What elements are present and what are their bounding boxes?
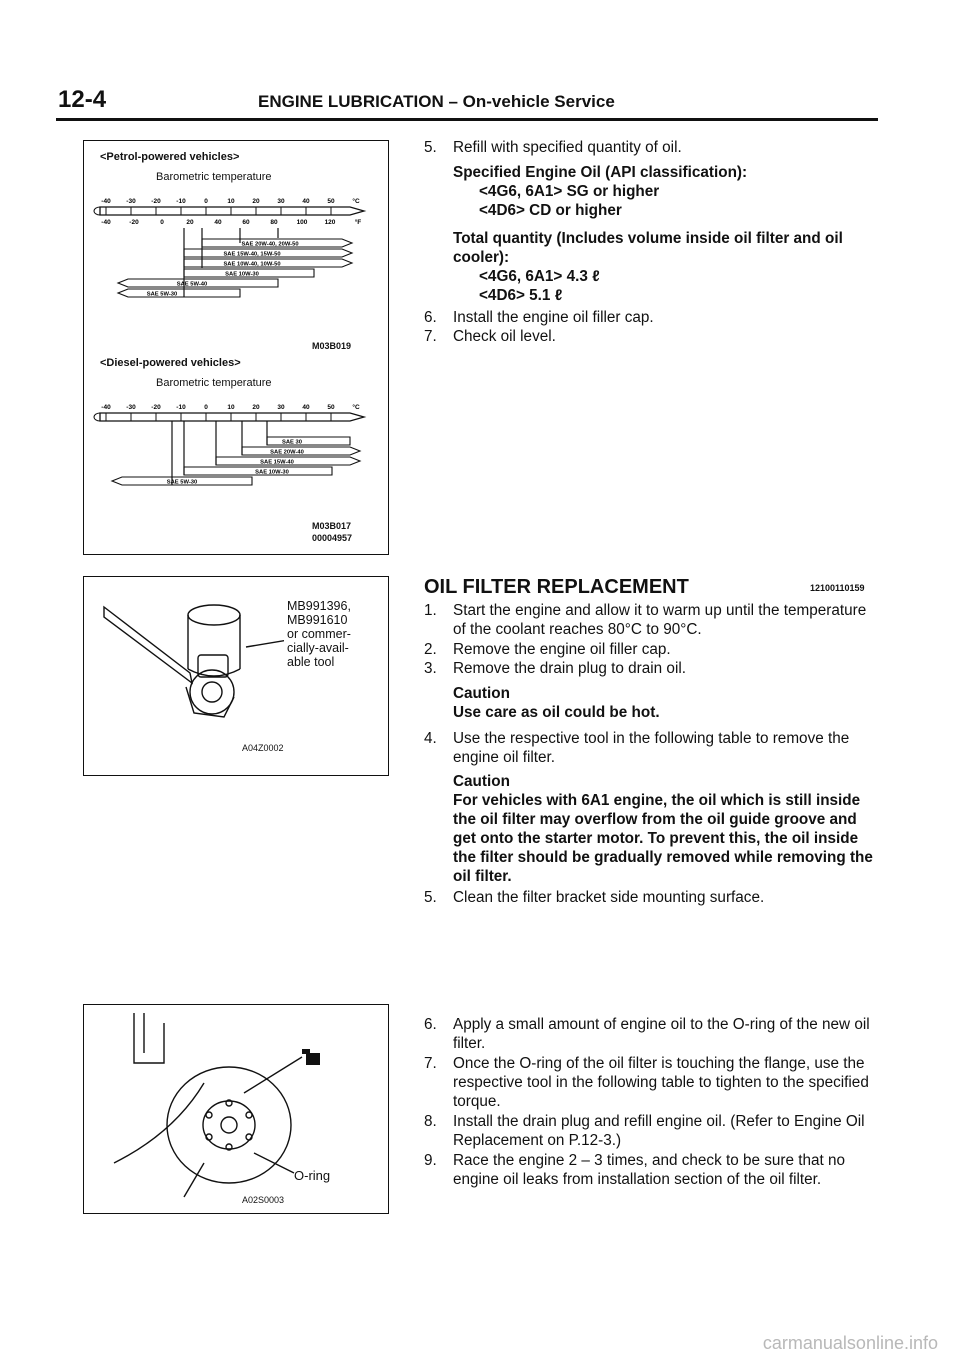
- diesel-subtitle: Barometric temperature: [156, 377, 272, 389]
- grade-bar: [118, 289, 240, 297]
- step-number: 1.: [424, 602, 437, 619]
- step-text: Once the O-ring of the oil filter is touching the flange, use the respective tool in the following table to tighten to the specified torque.: [453, 1055, 869, 1110]
- grade-label: SAE 20W-40, 20W-50: [241, 241, 299, 248]
- grade-label: SAE 5W-30: [146, 291, 178, 298]
- caution-title: Caution: [453, 773, 510, 790]
- tick-label: 0: [160, 219, 164, 226]
- step-number: 5.: [424, 889, 437, 906]
- tick-label: 0: [204, 404, 208, 411]
- tick-label: -20: [129, 219, 139, 226]
- step-text: Race the engine 2 – 3 times, and check to be sure that no engine oil leaks from installation section of the oil filter.: [453, 1152, 846, 1188]
- step-text: Remove the drain plug to drain oil.: [453, 660, 686, 677]
- diesel-figure-code-2: 00004957: [312, 533, 353, 543]
- tick-label: 40: [302, 404, 310, 411]
- tick-label: 80: [270, 219, 278, 226]
- caution-title: Caution: [453, 685, 510, 702]
- tick-label: 50: [327, 404, 335, 411]
- page-number: 12-4: [58, 86, 107, 113]
- o-ring-figure-code: A02S0003: [242, 1195, 285, 1205]
- step-number: 2.: [424, 641, 437, 658]
- tick-label: -40: [101, 198, 111, 205]
- step-number: 4.: [424, 730, 437, 747]
- step-text: Start the engine and allow it to warm up until the temperature of the coolant reaches 80°C to 90°C.: [453, 602, 867, 638]
- step-text: Refill with specified quantity of oil.: [453, 139, 682, 156]
- tool-label-line: able tool: [287, 655, 335, 669]
- filter-wrench-figure: [83, 576, 389, 776]
- spec-oil-block: [424, 163, 880, 220]
- o-ring-label: O-ring: [294, 1168, 331, 1183]
- filter-step-4: [424, 729, 880, 767]
- petrol-subtitle: Barometric temperature: [156, 171, 272, 183]
- step-number: 7.: [424, 1055, 437, 1072]
- total-quantity-block: [424, 229, 880, 305]
- oil-can-icon: [302, 1049, 320, 1065]
- diesel-heading: <Diesel-powered vehicles>: [100, 357, 241, 369]
- caution-text: Use care as oil could be hot.: [453, 704, 660, 721]
- grade-label: SAE 5W-30: [166, 479, 198, 486]
- tick-label: 20: [252, 198, 260, 205]
- filter-step-7: [424, 1054, 880, 1111]
- grade-label: SAE 10W-30: [225, 271, 259, 278]
- step-refill: [424, 138, 880, 157]
- filter-step-8: [424, 1112, 880, 1150]
- tick-label: 40: [302, 198, 310, 205]
- step-text: Install the engine oil filler cap.: [453, 309, 654, 326]
- grade-label: SAE 30: [282, 439, 302, 446]
- petrol-heading: <Petrol-powered vehicles>: [100, 151, 240, 163]
- filter-step-1: [424, 601, 880, 639]
- grade-label: SAE 15W-40: [260, 459, 294, 466]
- filter-step-2: [424, 640, 880, 659]
- tick-label: 60: [242, 219, 250, 226]
- tick-label: 10: [227, 198, 235, 205]
- section-title: OIL FILTER REPLACEMENT: [424, 576, 689, 598]
- wrench-figure-code: A04Z0002: [242, 743, 284, 753]
- petrol-viscosity-chart: [92, 193, 382, 333]
- tick-label: °C: [352, 404, 360, 411]
- step-number: 9.: [424, 1152, 437, 1169]
- filter-step-9: [424, 1151, 880, 1189]
- diesel-figure-code: M03B017: [312, 521, 352, 531]
- step-text: Install the drain plug and refill engine oil. (Refer to Engine Oil Replacement on P.12-3.): [453, 1113, 865, 1149]
- tick-label: -40: [101, 404, 111, 411]
- tool-label-line: or commer-: [287, 627, 351, 641]
- tick-label: 20: [186, 219, 194, 226]
- tick-label: 30: [277, 404, 285, 411]
- tick-label: 30: [277, 198, 285, 205]
- filter-step-3: [424, 659, 880, 678]
- step-install-cap: [424, 308, 880, 327]
- spec-oil-title: Specified Engine Oil (API classification):: [453, 164, 748, 181]
- grade-label: SAE 5W-40: [176, 281, 208, 288]
- tick-label: -20: [151, 404, 161, 411]
- step-number: 6.: [424, 1016, 437, 1033]
- caution-6a1-overflow: [424, 772, 880, 886]
- tick-label: 0: [204, 198, 208, 205]
- tick-label: 100: [296, 219, 308, 226]
- step-number: 7.: [424, 328, 437, 345]
- step-text: Check oil level.: [453, 328, 556, 345]
- header-rule: [56, 118, 878, 121]
- total-quantity-title: Total quantity (Includes volume inside oil filter and oil cooler):: [453, 230, 843, 266]
- viscosity-figure: [83, 140, 389, 555]
- step-check-level: [424, 327, 880, 346]
- filter-step-6: [424, 1015, 880, 1053]
- step-text: Remove the engine oil filler cap.: [453, 641, 671, 658]
- tick-label: °C: [352, 198, 360, 205]
- tick-label: 40: [214, 219, 222, 226]
- o-ring-figure: [83, 1004, 389, 1214]
- step-number: 3.: [424, 660, 437, 677]
- step-number: 6.: [424, 309, 437, 326]
- tick-label: °F: [354, 219, 362, 226]
- total-quantity-line: <4D6> 5.1 ℓ: [479, 287, 563, 304]
- step-number: 8.: [424, 1113, 437, 1130]
- petrol-figure-code: M03B019: [312, 341, 352, 351]
- watermark: carmanualsonline.info: [762, 1333, 938, 1353]
- step-text: Clean the filter bracket side mounting surface.: [453, 889, 765, 906]
- tick-label: 10: [227, 404, 235, 411]
- page-title: ENGINE LUBRICATION – On-vehicle Service: [258, 92, 615, 111]
- petrol-c-ticks: [101, 197, 360, 205]
- section-code: 12100110159: [810, 583, 865, 593]
- caution-text: For vehicles with 6A1 engine, the oil which is still inside the oil filter may overflow from the oil guide groove and get onto the starter motor. To prevent this, the oil inside the filter should be gradually removed while removing the oil filter.: [453, 792, 873, 885]
- spec-oil-line: <4G6, 6A1> SG or higher: [479, 183, 660, 200]
- filter-wrench-illustration: [94, 587, 284, 747]
- tick-label: -40: [101, 219, 111, 226]
- step-text: Apply a small amount of engine oil to the O-ring of the new oil filter.: [453, 1016, 870, 1052]
- filter-step-5: [424, 888, 880, 907]
- spec-oil-line: <4D6> CD or higher: [479, 202, 622, 219]
- tick-label: -30: [126, 404, 136, 411]
- tool-label-line: MB991396,: [287, 599, 351, 613]
- step-text: Use the respective tool in the following table to remove the engine oil filter.: [453, 730, 850, 766]
- grade-label: SAE 20W-40: [270, 449, 304, 456]
- grade-label: SAE 10W-40, 10W-50: [223, 261, 281, 268]
- diesel-viscosity-chart: [92, 399, 382, 519]
- tick-label: 50: [327, 198, 335, 205]
- tick-label: -10: [176, 198, 186, 205]
- tick-label: 20: [252, 404, 260, 411]
- tool-label: [287, 599, 351, 669]
- tool-label-line: cially-avail-: [287, 641, 349, 655]
- tick-label: 120: [324, 219, 336, 226]
- grade-bar: [267, 437, 350, 445]
- grade-label: SAE 15W-40, 15W-50: [223, 251, 281, 258]
- grade-label: SAE 10W-30: [255, 469, 289, 476]
- step-number: 5.: [424, 139, 437, 156]
- caution-hot-oil: [424, 684, 880, 722]
- petrol-f-ticks: [101, 218, 361, 226]
- tool-label-line: MB991610: [287, 613, 348, 627]
- tick-label: -10: [176, 404, 186, 411]
- tick-label: -30: [126, 198, 136, 205]
- tick-label: -20: [151, 198, 161, 205]
- total-quantity-line: <4G6, 6A1> 4.3 ℓ: [479, 268, 600, 285]
